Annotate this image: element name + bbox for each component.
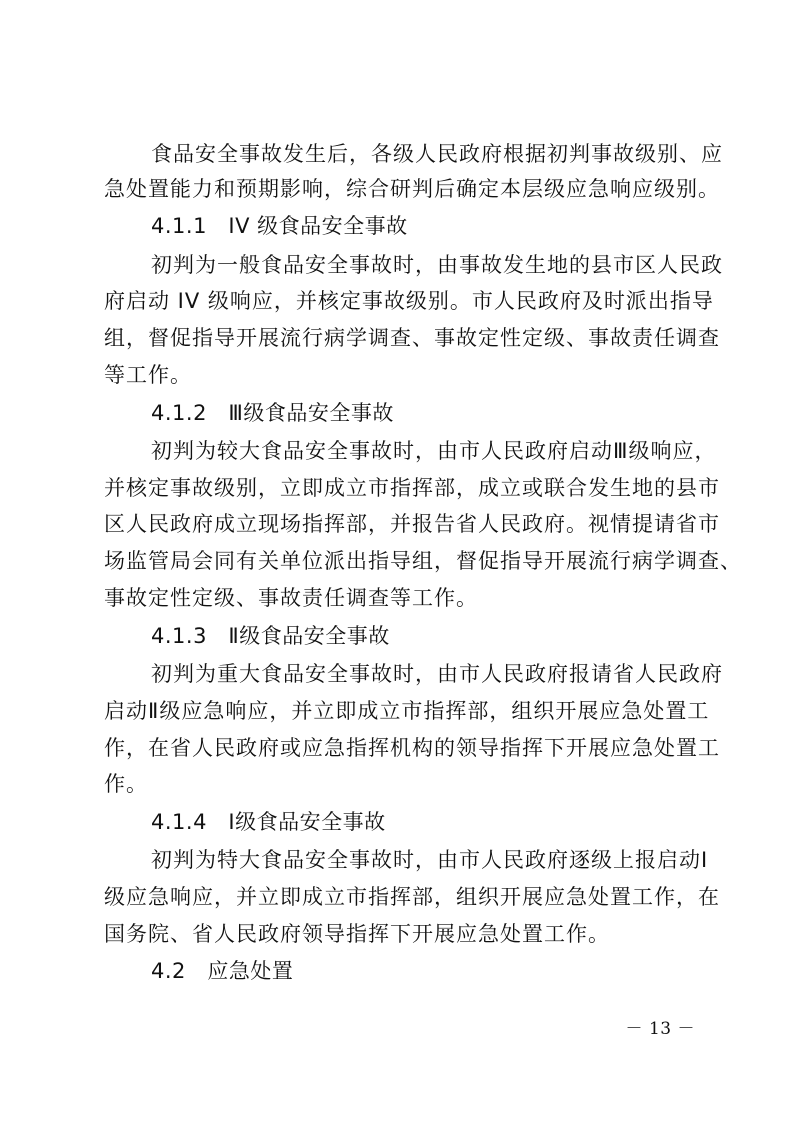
paragraph-line: 作。 bbox=[104, 772, 148, 796]
paragraph-line: 初判为特大食品安全事故时，由市人民政府逐级上报启动I bbox=[151, 848, 709, 872]
paragraph-line: 场监管局会同有关单位派出指导组，督促指导开展流行病学调查、 bbox=[104, 549, 742, 573]
paragraph-line: 等工作。 bbox=[104, 363, 192, 387]
paragraph-line: 事故定性定级、事故责任调查等工作。 bbox=[104, 586, 478, 610]
section-heading-4-1-4: 4.1.4 I级食品安全事故 bbox=[151, 810, 386, 834]
paragraph-line: 并核定事故级别，立即成立市指挥部，成立或联合发生地的县市 bbox=[104, 476, 720, 500]
paragraph-line: 食品安全事故发生后，各级人民政府根据初判事故级别、应 bbox=[151, 142, 723, 166]
paragraph-line: 启动Ⅱ级应急响应，并立即成立市指挥部，组织开展应急处置工 bbox=[104, 699, 710, 723]
page-number: － 13 － bbox=[625, 1019, 695, 1039]
paragraph-line: 区人民政府成立现场指挥部，并报告省人民政府。视情提请省市 bbox=[104, 512, 720, 536]
paragraph-line: 级应急响应，并立即成立市指挥部，组织开展应急处置工作，在 bbox=[104, 885, 720, 909]
paragraph-line: 初判为一般食品安全事故时，由事故发生地的县市区人民政 bbox=[151, 253, 723, 277]
paragraph-line: 初判为较大食品安全事故时，由市人民政府启动Ⅲ级响应， bbox=[151, 439, 717, 463]
section-heading-4-1-2: 4.1.2 Ⅲ级食品安全事故 bbox=[151, 401, 394, 425]
paragraph-line: 组，督促指导开展流行病学调查、事故定性定级、事故责任调查 bbox=[104, 326, 720, 350]
section-heading-4-1-1: 4.1.1 IV 级食品安全事故 bbox=[151, 214, 408, 238]
paragraph-line: 初判为重大食品安全事故时，由市人民政府报请省人民政府 bbox=[151, 662, 723, 686]
section-heading-4-1-3: 4.1.3 Ⅱ级食品安全事故 bbox=[151, 624, 390, 648]
paragraph-line: 急处置能力和预期影响，综合研判后确定本层级应急响应级别。 bbox=[104, 177, 720, 201]
paragraph-line: 府启动 IV 级响应，并核定事故级别。市人民政府及时派出指导 bbox=[104, 289, 714, 313]
paragraph-line: 国务院、省人民政府领导指挥下开展应急处置工作。 bbox=[104, 922, 610, 946]
paragraph-line: 作，在省人民政府或应急指挥机构的领导指挥下开展应急处置工 bbox=[104, 736, 720, 760]
section-heading-4-2: 4.2 应急处置 bbox=[151, 959, 294, 983]
